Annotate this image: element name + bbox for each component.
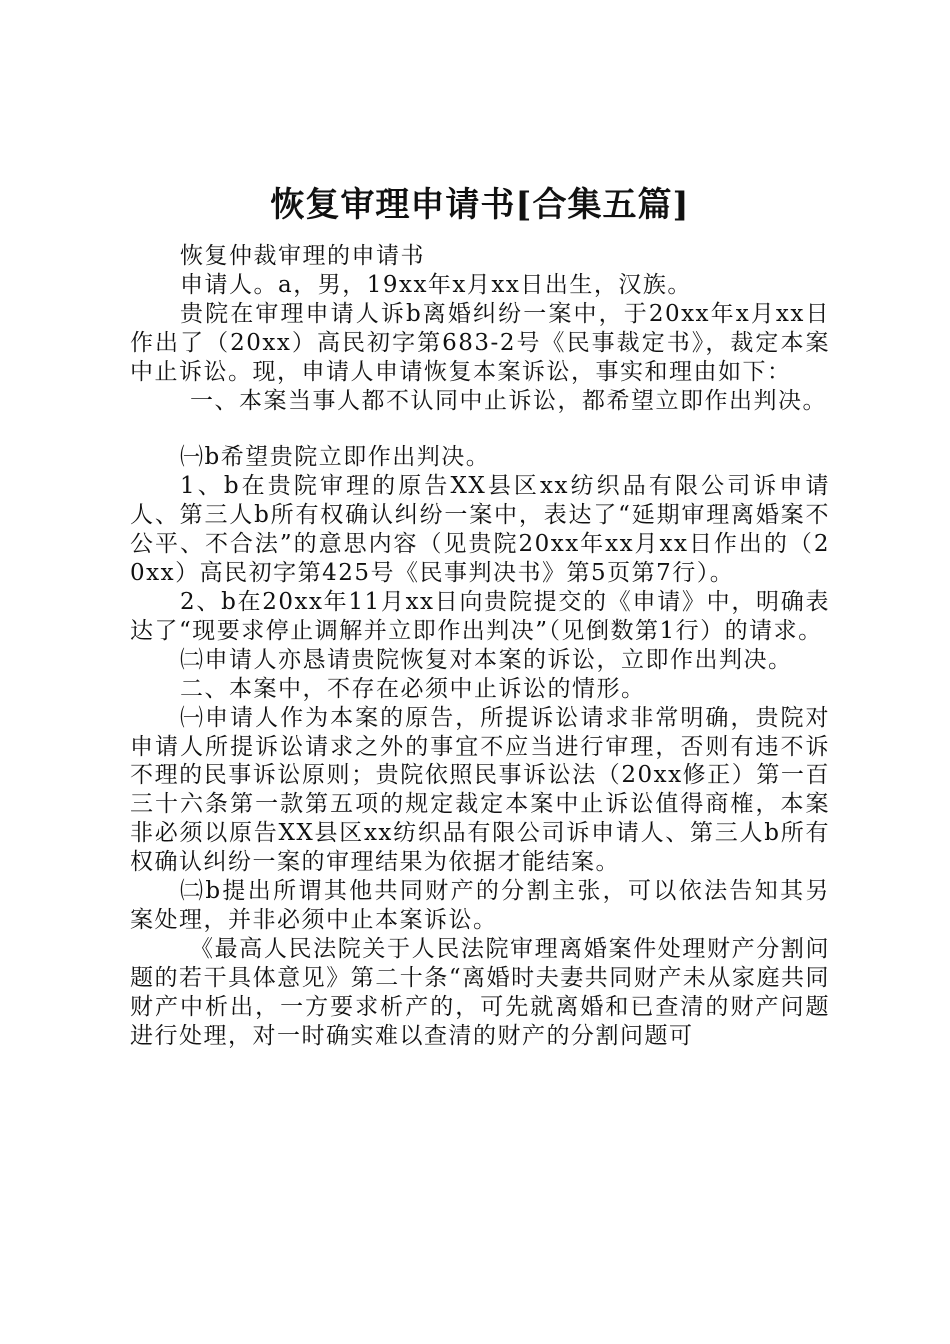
paragraph-background: 贵院在审理申请人诉b离婚纠纷一案中，于20xx年x月xx日作出了（20xx）高民初字第683-2号《民事裁定书》，裁定本案中止诉讼。现，申请人申请恢复本案诉讼，事实和理由如下： — [130, 300, 830, 385]
paragraph-item-1: 1、b在贵院审理的原告XX县区xx纺织品有限公司诉申请人、第三人b所有权确认纠纷一案中，表达了“延期审理离婚案不公平、不合法”的意思内容（见贵院20xx年xx月xx日作出的（20xx）高民初字第425号《民事判决书》第5页第7行）。 — [130, 473, 830, 587]
paragraph-applicant: 申请人。a，男，19xx年x月xx日出生，汉族。 — [180, 271, 692, 298]
paragraph-subtitle: 恢复仲裁审理的申请书 — [180, 243, 425, 269]
paragraph-section-two-heading: 二、本案中，不存在必须中止诉讼的情形。 — [180, 675, 646, 702]
paragraph-point-2-1: ㈠申请人作为本案的原告，所提诉讼请求非常明确，贵院对申请人所提诉讼请求之外的事宜不应当进行审理，否则有违不诉不理的民事诉讼原则；贵院依照民事诉讼法（20xx修正）第一百三十六条第一款第五项的规定裁定本案中止诉讼值得商榷，本案非必须以原告XX县区xx纺织品有限公司诉申请人、第三人b所有权确认纠纷一案的审理结果为依据才能结案。 — [130, 704, 830, 876]
paragraph-legal-citation: 《最高人民法院关于人民法院审理离婚案件处理财产分割问题的若干具体意见》第二十条“离婚时夫妻共同财产未从家庭共同财产中析出，一方要求析产的，可先就离婚和已查清的财产问题进行处理，对一时确实难以查清的财产的分割问题可 — [130, 935, 830, 1049]
paragraph-point-2-2: ㈡b提出所谓其他共同财产的分割主张，可以依法告知其另案处理，并非必须中止本案诉讼。 — [130, 878, 830, 933]
paragraph-item-2: 2、b在20xx年11月xx日向贵院提交的《申请》中，明确表达了“现要求停止调解并立即作出判决”（见倒数第1行）的请求。 — [130, 588, 830, 644]
document-title: 恢复审理申请书[合集五篇] — [270, 185, 690, 225]
document-page — [130, 180, 830, 1050]
paragraph-section-one-heading: 一、本案当事人都不认同中止诉讼，都希望立即作出判决。 — [190, 387, 827, 414]
paragraph-point-1-2: ㈡申请人亦恳请贵院恢复对本案的诉讼，立即作出判决。 — [180, 646, 793, 673]
paragraph-point-1-1: ㈠b希望贵院立即作出判决。 — [180, 444, 491, 471]
